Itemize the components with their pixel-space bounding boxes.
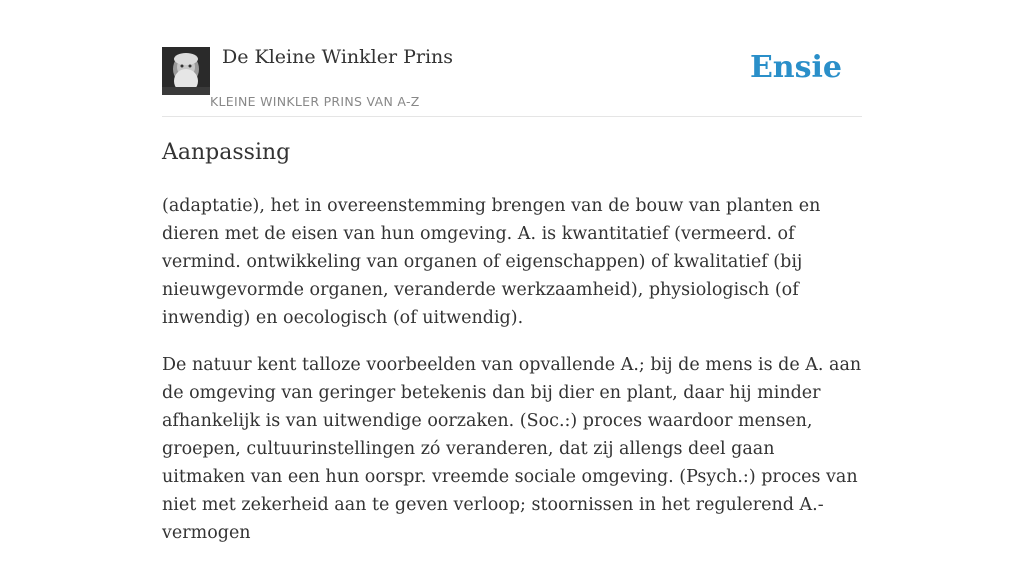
article-body bbox=[162, 192, 862, 566]
source-label[interactable]: KLEINE WINKLER PRINS VAN A-Z bbox=[210, 94, 420, 109]
article-paragraph: De natuur kent talloze voorbeelden van opvallende A.; bij de mens is de A. aan de omgeving van geringer betekenis dan bij dier en plant, daar hij minder afhankelijk is van uitwendige oorzaken. (Soc.:) proces waardoor mensen, groepen, cultuurinstellingen zó veranderen, dat zij allengs deel gaan uitmaken van een hun oorspr. vreemde sociale omgeving. (Psych.:) proces van niet met zekerheid aan te geven verloop; stoornissen in het regulerend A.-vermogen bbox=[162, 355, 862, 543]
article-title: Aanpassing bbox=[162, 140, 291, 165]
author-portrait-icon bbox=[162, 47, 210, 95]
author-avatar-icon[interactable] bbox=[162, 47, 210, 95]
article-paragraph: (adaptatie), het in overeenstemming brengen van de bouw van planten en dieren met de eisen van hun omgeving. A. is kwantitatief (vermeerd. of vermind. ontwikkeling van organen of eigenschappen) of kwalitatief (bij nieuwgevormde organen, veranderde werkzaamheid), physiologisch (of inwendig) en oecologisch (of uitwendig). bbox=[162, 196, 821, 328]
brand-logo[interactable]: Ensie bbox=[749, 50, 842, 85]
author-name[interactable]: De Kleine Winkler Prins bbox=[222, 46, 454, 68]
header bbox=[162, 44, 862, 117]
